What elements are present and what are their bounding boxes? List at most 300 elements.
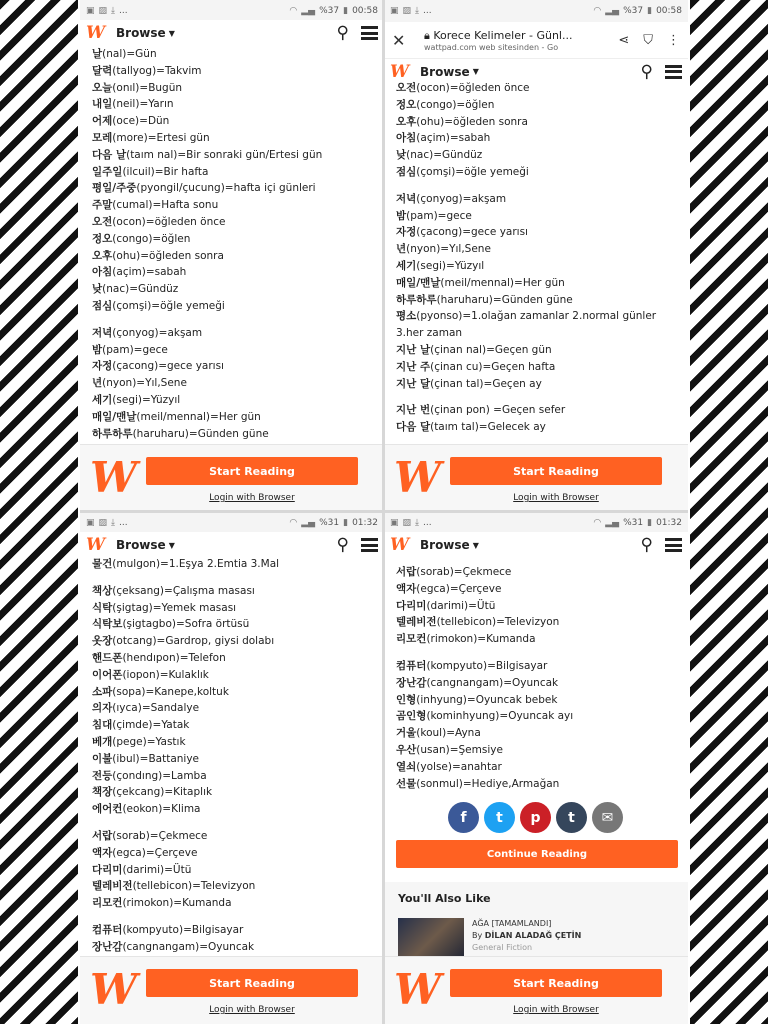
- browse-dropdown[interactable]: [116, 26, 175, 40]
- korean-word: 일주일: [92, 165, 123, 178]
- search-icon[interactable]: ⚲: [336, 535, 349, 555]
- translation: (pyonso)=1.olağan zamanlar 2.normal günler: [416, 310, 657, 323]
- wattpad-logo-icon[interactable]: W: [390, 535, 410, 555]
- korean-word: 매일/맨날: [92, 410, 137, 423]
- image-notification-icon: ▨: [98, 6, 108, 16]
- translation: (yolse)=anahtar: [416, 760, 502, 773]
- korean-word: 식탁보: [92, 618, 123, 631]
- vocab-line: [92, 342, 382, 359]
- vocab-line: [92, 130, 382, 147]
- korean-word: 지난 주: [396, 360, 431, 373]
- vocab-line: [396, 614, 686, 631]
- korean-word: 텔레비전: [92, 880, 133, 893]
- vocab-line: [396, 776, 686, 793]
- signal-icon: ▂▄: [301, 6, 316, 16]
- korean-word: 인형: [396, 693, 417, 706]
- translation: (çomşi)=öğle yemeği: [112, 299, 225, 312]
- share-icon[interactable]: ⋖: [618, 32, 630, 48]
- vocab-line: [92, 231, 382, 248]
- vocab-line: [396, 97, 686, 114]
- korean-word: 장난감: [396, 676, 427, 689]
- wattpad-app-bar: [80, 532, 384, 558]
- app-notification-icon: ▣: [86, 518, 95, 528]
- wattpad-large-logo-icon: W: [394, 965, 442, 1014]
- vocab-line: [396, 376, 686, 393]
- vocab-line: [92, 862, 382, 879]
- translation: (more)=Ertesi gün: [112, 131, 210, 144]
- story-text: [396, 564, 686, 792]
- story-text: [92, 556, 382, 956]
- korean-word: 점심: [92, 299, 113, 312]
- korean-word: 서랍: [396, 566, 417, 578]
- bookmark-icon[interactable]: ⛉: [643, 32, 653, 48]
- korean-word: 정오: [396, 98, 417, 111]
- korean-word: 식탁: [92, 601, 113, 614]
- translation: (cangnangam)=Oyuncak: [122, 940, 255, 953]
- translation: (nal)=Gün: [102, 48, 157, 60]
- korean-word: 의자: [92, 702, 113, 715]
- vocab-line: [396, 692, 686, 709]
- korean-word: 이어폰: [92, 668, 123, 681]
- translation: (sonmul)=Hediye,Armağan: [416, 777, 560, 790]
- vocab-line: [396, 675, 686, 692]
- translation: (kompyuto)=Bilgisayar: [426, 659, 548, 672]
- battery-icon: ▮: [647, 518, 653, 528]
- status-time: 01:32: [656, 518, 682, 528]
- korean-word: 모레: [92, 131, 113, 144]
- browser-url-bar: [384, 22, 688, 58]
- vocab-line: [92, 583, 382, 600]
- vocab-line: [92, 63, 382, 80]
- page-info[interactable]: [424, 29, 618, 52]
- korean-word: 지난 날: [396, 343, 431, 356]
- translation: (açim)=sabah: [112, 266, 187, 279]
- korean-word: 주말: [92, 199, 113, 212]
- translation: (nyon)=Yıl,Sene: [102, 377, 187, 390]
- translation: (cumal)=Hafta sonu: [112, 199, 219, 212]
- vocab-line: [396, 308, 686, 325]
- vocab-line: [92, 164, 382, 181]
- korean-word: 오후: [92, 249, 113, 262]
- browse-dropdown[interactable]: [116, 538, 175, 552]
- translation: (usan)=Şemsiye: [416, 743, 503, 756]
- vocab-line: [396, 114, 686, 131]
- vocab-line: [92, 214, 382, 231]
- vocab-line: [92, 828, 382, 845]
- korean-word: 컴퓨터: [396, 659, 427, 672]
- lock-icon: 🔒︎: [424, 28, 430, 42]
- vocab-line: [92, 801, 382, 818]
- vocab-line: [92, 939, 382, 956]
- translation: (meil/mennal)=Her gün: [440, 276, 565, 289]
- vocab-line: [92, 700, 382, 717]
- translation: (tellebicon)=Televizyon: [436, 616, 560, 629]
- korean-word: 액자: [92, 846, 113, 859]
- battery-level: %37: [319, 6, 340, 16]
- translation: (pam)=gece: [406, 209, 472, 222]
- translation: (çacong)=gece yarısı: [112, 360, 224, 373]
- paragraph-gap: [396, 648, 686, 658]
- korean-word: 오후: [396, 115, 417, 128]
- tumblr-share-icon[interactable]: t: [556, 802, 587, 833]
- translation: (onıl)=Bugün: [112, 81, 183, 94]
- translation: (tellebicon)=Televizyon: [132, 880, 256, 893]
- wattpad-large-logo-icon: W: [394, 453, 442, 502]
- login-with-browser-link[interactable]: Login with Browser: [209, 1005, 295, 1015]
- status-dots: ...: [423, 6, 432, 16]
- twitter-share-icon[interactable]: t: [484, 802, 515, 833]
- right-border-pattern: [690, 0, 768, 1024]
- translation: (çonyog)=akşam: [112, 326, 203, 339]
- status-time: 00:58: [656, 6, 682, 16]
- translation: (çondıng)=Lamba: [112, 769, 207, 782]
- vocab-line: [92, 325, 382, 342]
- translation: (haruharu)=Günden güne: [132, 427, 269, 440]
- vocab-line: [92, 358, 382, 375]
- vocab-line: [396, 292, 686, 309]
- translation: (egca)=Çerçeve: [112, 846, 198, 859]
- start-reading-button[interactable]: Start Reading: [146, 969, 358, 997]
- list-menu-icon[interactable]: [361, 26, 378, 40]
- vocab-line: [92, 667, 382, 684]
- reading-cta-bar: [384, 956, 688, 1024]
- translation: (hendıpon)=Telefon: [122, 651, 226, 664]
- korean-word: 다리미: [396, 599, 427, 612]
- signal-icon: ▂▄: [605, 6, 620, 16]
- also-like-title: You'll Also Like: [398, 892, 491, 905]
- status-bar: [80, 0, 384, 22]
- pinterest-share-icon[interactable]: p: [520, 802, 551, 833]
- translation: (iopon)=Kulaklık: [122, 668, 209, 681]
- translation: (taım tal)=Gelecek ay: [430, 421, 546, 434]
- korean-word: 베개: [92, 735, 113, 748]
- story-author-line: [472, 930, 581, 942]
- facebook-share-icon[interactable]: f: [448, 802, 479, 833]
- caret-down-icon: ▼: [472, 540, 479, 550]
- vocab-line: [396, 325, 686, 342]
- translation: (ocon)=öğleden önce: [112, 215, 226, 228]
- wattpad-app-bar: [384, 532, 688, 558]
- vocab-line: [92, 180, 382, 197]
- korean-word: 전등: [92, 769, 113, 782]
- wifi-icon: ◠: [289, 6, 298, 16]
- vocab-line: [92, 878, 382, 895]
- korean-word: 아침: [396, 132, 417, 145]
- korean-word: 자정: [92, 360, 113, 373]
- vocab-line: [92, 616, 382, 633]
- korean-word: 다음 달: [396, 421, 431, 434]
- vocab-line: [92, 298, 382, 315]
- vocab-line: [396, 598, 686, 615]
- vocab-line: [396, 581, 686, 598]
- wifi-icon: ◠: [593, 518, 602, 528]
- translation: (pyongil/çucung)=hafta içi günleri: [136, 182, 316, 195]
- share-buttons: [448, 802, 623, 833]
- vocab-line: [396, 708, 686, 725]
- translation: (congo)=öğlen: [112, 232, 191, 245]
- vocab-line: [92, 264, 382, 281]
- korean-word: 저녁: [92, 326, 113, 339]
- korean-word: 낮: [92, 283, 103, 296]
- vocab-line: [396, 742, 686, 759]
- screenshot-panel-1: [80, 0, 384, 512]
- translation: (şigtagbo)=Sofra örtüsü: [122, 618, 250, 631]
- reading-cta-bar: [384, 444, 688, 512]
- download-notification-icon: ⤓: [415, 518, 420, 528]
- login-with-browser-link[interactable]: Login with Browser: [513, 1005, 599, 1015]
- paragraph-gap: [92, 315, 382, 325]
- korean-word: 액자: [396, 582, 417, 595]
- vocab-line: [396, 208, 686, 225]
- download-notification-icon: ⤓: [415, 6, 420, 16]
- signal-icon: ▂▄: [605, 518, 620, 528]
- wattpad-app-bar: [80, 20, 384, 46]
- reading-cta-bar: [80, 956, 384, 1024]
- translation: (meil/mennal)=Her gün: [136, 410, 261, 423]
- vocab-line: [396, 419, 686, 436]
- status-bar: [384, 512, 688, 534]
- vocab-line: [396, 147, 686, 164]
- also-like-section: [384, 882, 688, 962]
- vocab-line: [92, 751, 382, 768]
- translation: (kompyuto)=Bilgisayar: [122, 923, 244, 936]
- translation: (çonyog)=akşam: [416, 192, 507, 205]
- korean-word: 오늘: [92, 81, 113, 94]
- story-author[interactable]: DİLAN ALADAĞ ÇETİN: [484, 931, 582, 940]
- korean-word: 오전: [396, 82, 417, 94]
- battery-icon: ▮: [647, 6, 653, 16]
- wattpad-large-logo-icon: W: [90, 453, 138, 502]
- korean-word: 점심: [396, 165, 417, 178]
- author-prefix: By: [472, 931, 483, 940]
- browse-label: Browse: [420, 64, 470, 79]
- korean-word: 평소: [396, 310, 417, 323]
- korean-word: 핸드폰: [92, 651, 123, 664]
- image-notification-icon: ▨: [402, 6, 412, 16]
- login-with-browser-link[interactable]: Login with Browser: [513, 493, 599, 503]
- vocab-line: [92, 409, 382, 426]
- vocab-line: [396, 130, 686, 147]
- vocab-line: [92, 895, 382, 912]
- image-notification-icon: ▨: [402, 518, 412, 528]
- vocab-line: [396, 80, 686, 97]
- vocab-line: [92, 375, 382, 392]
- vocab-line: [396, 191, 686, 208]
- page-title: 🔒︎ Korece Kelimeler - Günl...: [424, 28, 573, 42]
- vocab-line: [396, 241, 686, 258]
- signal-icon: ▂▄: [301, 518, 316, 528]
- battery-icon: ▮: [343, 518, 349, 528]
- translation: (sopa)=Kanepe,koltuk: [112, 685, 229, 698]
- translation: (nac)=Gündüz: [406, 149, 483, 162]
- caret-down-icon: ▼: [168, 540, 175, 550]
- vocab-line: [92, 717, 382, 734]
- screenshot-panel-4: [384, 512, 688, 1024]
- translation: (ocon)=öğleden önce: [416, 82, 530, 94]
- more-options-icon[interactable]: ⋮: [667, 32, 680, 48]
- list-menu-icon[interactable]: [361, 538, 378, 552]
- caret-down-icon: ▼: [472, 67, 479, 76]
- translation: (oce)=Dün: [112, 115, 170, 128]
- korean-word: 선물: [396, 777, 417, 790]
- continue-reading-button[interactable]: Continue Reading: [396, 840, 678, 868]
- app-notification-icon: ▣: [390, 518, 399, 528]
- korean-word: 소파: [92, 685, 113, 698]
- translation: (segi)=Yüzyıl: [416, 259, 485, 272]
- korean-word: 리모컨: [92, 897, 123, 910]
- story-genre: General Fiction: [472, 943, 533, 952]
- vocab-line: [92, 147, 382, 164]
- korean-word: 물건: [92, 558, 113, 570]
- start-reading-button[interactable]: Start Reading: [450, 969, 662, 997]
- vocab-line: [92, 845, 382, 862]
- korean-word: 낮: [396, 149, 407, 162]
- search-icon[interactable]: ⚲: [336, 23, 349, 43]
- status-bar: [384, 0, 688, 22]
- translation: (eokon)=Klima: [122, 803, 201, 816]
- start-reading-button[interactable]: Start Reading: [450, 457, 662, 485]
- translation: (çekcang)=Kitaplık: [112, 786, 213, 799]
- browse-label: Browse: [116, 26, 166, 40]
- browse-dropdown[interactable]: [420, 538, 479, 552]
- start-reading-button[interactable]: Start Reading: [146, 457, 358, 485]
- page-url: wattpad.com web sitesinden - Go: [424, 42, 559, 52]
- korean-word: 년: [92, 377, 103, 390]
- korean-word: 컴퓨터: [92, 923, 123, 936]
- app-notification-icon: ▣: [390, 6, 399, 16]
- story-title[interactable]: AĞA [TAMAMLANDI]: [472, 919, 552, 928]
- korean-word: 텔레비전: [396, 616, 437, 629]
- korean-word: 정오: [92, 232, 113, 245]
- translation: (şigtag)=Yemek masası: [112, 601, 237, 614]
- list-menu-icon[interactable]: [665, 538, 682, 552]
- korean-word: 어제: [92, 115, 113, 128]
- korean-word: 날: [92, 48, 103, 60]
- translation: (ohu)=öğleden sonra: [112, 249, 224, 262]
- translation: (egca)=Çerçeve: [416, 582, 502, 595]
- korean-word: 다리미: [92, 863, 123, 876]
- paragraph-gap: [92, 818, 382, 828]
- vocab-line: [396, 342, 686, 359]
- battery-level: %37: [623, 6, 644, 16]
- wattpad-logo-icon[interactable]: W: [390, 61, 410, 82]
- korean-word: 지난 달: [396, 377, 431, 390]
- translation: (çimde)=Yatak: [112, 719, 190, 732]
- korean-word: 장난감: [92, 940, 123, 953]
- translation: (ilcuil)=Bir hafta: [122, 165, 209, 178]
- list-menu-icon[interactable]: [665, 65, 682, 79]
- vocab-line: [396, 759, 686, 776]
- translation: (mulgon)=1.Eşya 2.Emtia 3.Mal: [112, 558, 280, 570]
- battery-level: %31: [623, 518, 644, 528]
- translation: (ohu)=öğleden sonra: [416, 115, 528, 128]
- translation: (rimokon)=Kumanda: [122, 897, 232, 910]
- download-notification-icon: ⤓: [111, 6, 116, 16]
- screenshot-panel-2: [384, 0, 688, 512]
- korean-word: 다음 날: [92, 148, 127, 161]
- translation: (nac)=Gündüz: [102, 283, 179, 296]
- app-notification-icon: ▣: [86, 6, 95, 16]
- translation: (ibul)=Battaniye: [112, 752, 199, 765]
- wattpad-logo-icon[interactable]: W: [86, 23, 106, 43]
- korean-word: 아침: [92, 266, 113, 279]
- vocab-line: [92, 281, 382, 298]
- search-icon[interactable]: ⚲: [640, 61, 653, 82]
- status-time: 00:58: [352, 6, 378, 16]
- vocab-line: [92, 600, 382, 617]
- vocab-line: [92, 768, 382, 785]
- korean-word: 하루하루: [92, 427, 133, 440]
- translation: (congo)=öğlen: [416, 98, 495, 111]
- korean-word: 우산: [396, 743, 417, 756]
- vocab-line: [396, 564, 686, 581]
- translation: (çinan cu)=Geçen hafta: [430, 360, 556, 373]
- korean-word: 하루하루: [396, 293, 437, 306]
- translation: (segi)=Yüzyıl: [112, 393, 181, 406]
- translation: (darimi)=Ütü: [426, 599, 496, 612]
- wattpad-logo-icon[interactable]: W: [86, 535, 106, 555]
- vocab-line: [92, 46, 382, 63]
- korean-word: 리모컨: [396, 633, 427, 646]
- korean-word: 세기: [92, 393, 113, 406]
- translation: (çinan pon) =Geçen sefer: [430, 404, 566, 417]
- korean-word: 책상: [92, 584, 113, 597]
- korean-word: 저녁: [396, 192, 417, 205]
- vocab-line: [92, 96, 382, 113]
- korean-word: 곰인형: [396, 710, 427, 723]
- vocab-line: [396, 275, 686, 292]
- reading-cta-bar: [80, 444, 384, 512]
- status-dots: ...: [119, 6, 128, 16]
- translation: (darimi)=Ütü: [122, 863, 192, 876]
- status-time: 01:32: [352, 518, 378, 528]
- vocab-line: [396, 359, 686, 376]
- browse-dropdown[interactable]: [420, 65, 479, 79]
- vocab-line: [396, 402, 686, 419]
- korean-word: 서랍: [92, 829, 113, 842]
- translation: (koul)=Ayna: [416, 727, 481, 740]
- browse-label: Browse: [116, 538, 166, 552]
- search-icon[interactable]: ⚲: [640, 535, 653, 555]
- translation: (pam)=gece: [102, 343, 168, 356]
- login-with-browser-link[interactable]: Login with Browser: [209, 493, 295, 503]
- translation: (neil)=Yarın: [112, 98, 174, 111]
- email-share-icon[interactable]: ✉: [592, 802, 623, 833]
- panel-divider-horizontal: [80, 510, 688, 513]
- status-bar: [80, 512, 384, 534]
- korean-word: 침대: [92, 719, 113, 732]
- close-icon[interactable]: ✕: [392, 30, 406, 50]
- translation: (pege)=Yastık: [112, 735, 186, 748]
- translation: (taım nal)=Bir sonraki gün/Ertesi gün: [126, 148, 323, 161]
- download-notification-icon: ⤓: [111, 518, 116, 528]
- battery-icon: ▮: [343, 6, 349, 16]
- korean-word: 열쇠: [396, 760, 417, 773]
- vocab-line: [92, 784, 382, 801]
- vocab-line: [92, 633, 382, 650]
- translation: (ıyca)=Sandalye: [112, 702, 200, 715]
- vocab-line: [92, 556, 382, 573]
- vocab-line: [92, 197, 382, 214]
- status-dots: ...: [119, 518, 128, 528]
- korean-word: 지난 번: [396, 404, 431, 417]
- image-notification-icon: ▨: [98, 518, 108, 528]
- korean-word: 책장: [92, 786, 113, 799]
- translation: (çeksang)=Çalışma masası: [112, 584, 255, 597]
- paragraph-gap: [92, 912, 382, 922]
- vocab-line: [92, 650, 382, 667]
- korean-word: 달력: [92, 64, 113, 77]
